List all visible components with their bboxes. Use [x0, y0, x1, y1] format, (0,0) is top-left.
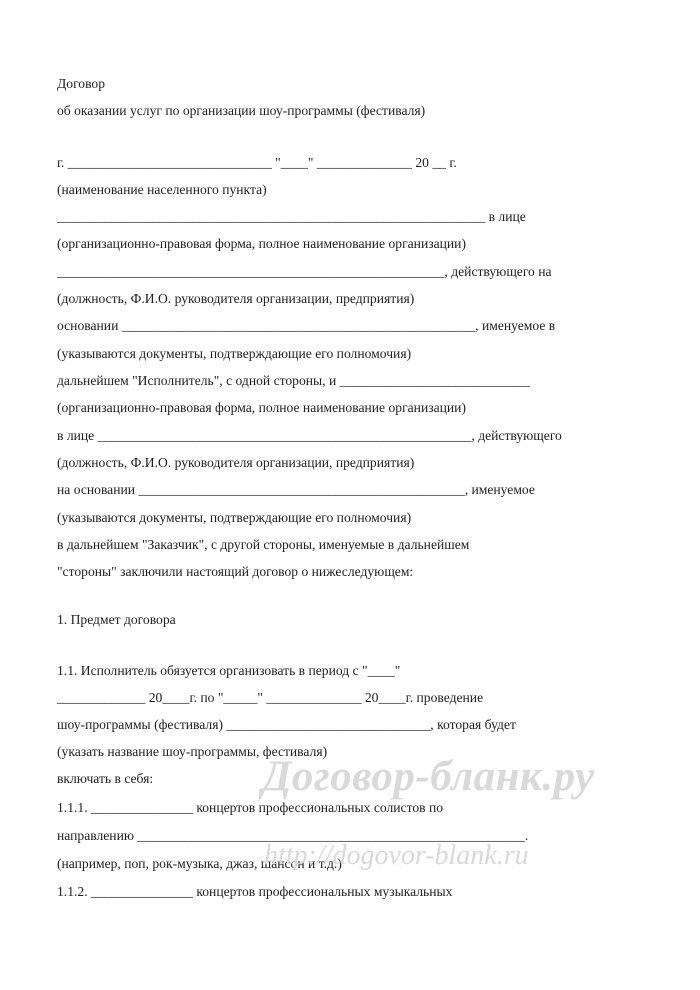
clause-1-1-1-line-2: направлению _________________________________________________________.	[57, 828, 529, 843]
clause-1-1-line-4: включать в себя:	[57, 771, 154, 786]
executor-basis-line: основании ____________________________________________________, именуемое в	[57, 318, 556, 333]
customer-position-line: в лице _______________________________________________________, действующего	[57, 428, 562, 443]
executor-position-caption: (должность, Ф.И.О. руководителя организации, предприятия)	[57, 291, 415, 306]
place-date-line: г. ______________________________ "____" ______________ 20 __ г.	[57, 155, 457, 170]
show-name-caption: (указать название шоу-программы, фестиваля)	[57, 744, 328, 759]
parties-line: в дальнейшем "Заказчик", с другой стороны, именуемые в дальнейшем	[57, 537, 470, 552]
clause-1-1-1-line-1: 1.1.1. _______________ концертов профессиональных солистов по	[57, 800, 444, 815]
place-caption: (наименование населенного пункта)	[57, 182, 267, 197]
document-subtitle: об оказании услуг по организации шоу-программы (фестиваля)	[57, 103, 426, 118]
executor-name-caption: (организационно-правовая форма, полное наименование организации)	[57, 236, 466, 251]
customer-name-caption: (организационно-правовая форма, полное наименование организации)	[57, 400, 466, 415]
watermark-url: http://dogovor-blank.ru	[264, 840, 529, 871]
clause-1-1-line-1: 1.1. Исполнитель обязуется организовать в период с "____"	[57, 663, 401, 678]
clause-1-1-line-3: шоу-программы (фестиваля) ______________________________, которая будет	[57, 717, 516, 732]
executor-position-line: _________________________________________________________, действующего на	[57, 264, 552, 279]
genre-caption: (например, поп, рок-музыка, джаз, шансон и т.д.)	[57, 856, 342, 871]
customer-basis-caption: (указываются документы, подтверждающие его полномочия)	[57, 510, 412, 525]
document-title: Договор	[57, 76, 106, 91]
section-heading: 1. Предмет договора	[57, 612, 176, 627]
executor-basis-caption: (указываются документы, подтверждающие его полномочия)	[57, 346, 412, 361]
customer-position-caption: (должность, Ф.И.О. руководителя организации, предприятия)	[57, 455, 415, 470]
clause-1-1-2-line-1: 1.1.2. _______________ концертов профессиональных музыкальных	[57, 884, 453, 899]
executor-name-line: _______________________________________________________________ в лице	[57, 209, 526, 224]
customer-basis-line: на основании ________________________________________________, именуемое	[57, 482, 535, 497]
watermark-title: Договор-бланк.ру	[262, 753, 595, 800]
clause-1-1-line-2: _____________ 20____г. по "_____" ______________ 20____г. проведение	[57, 690, 484, 705]
agreement-line: "стороны" заключили настоящий договор о нижеследующем:	[57, 564, 414, 579]
customer-name-line: дальнейшем "Исполнитель", с одной стороны, и ____________________________	[57, 373, 530, 388]
